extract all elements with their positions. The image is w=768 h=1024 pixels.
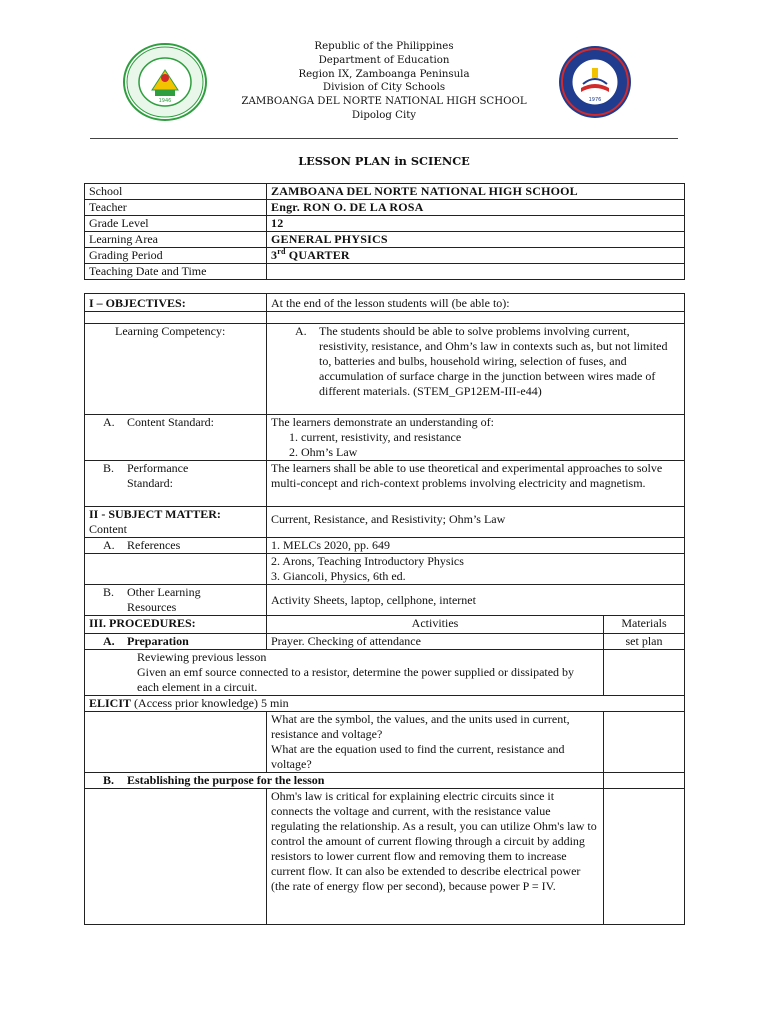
info-row [85,200,685,216]
info-value: 12 [267,216,685,232]
letterhead-line: Republic of the Philippines [314,41,454,52]
purpose-text-row [85,789,685,925]
info-table [84,183,685,280]
list-item: 2. Ohm’s Law [301,445,680,460]
letterhead [0,40,768,123]
other-resources-row [85,585,685,616]
quarter-suffix: rd [277,247,286,256]
purpose-label: Establishing the purpose for the lesson [127,773,325,787]
elicit-rest: (Access prior knowledge) 5 min [131,696,289,710]
preparation-label: Preparation [127,634,189,648]
reference-1: 1. MELCs 2020, pp. 649 [267,538,685,554]
review-text: Given an emf source connected to a resistor, determine the power supplied or dissipated by each element in a circuit. [137,665,575,694]
learning-competency-text: The students should be able to solve problems involving current, resistivity, resistance, and Ohm’s law in contexts such as, but not limited to, batteries and bulbs, household wiring, selection of fuses, and accumulation of surface charge in the junction between wires made of different materials. (STEM_GP12EM-III-e44) [319,324,668,398]
letterhead-line: ZAMBOANGA DEL NORTE NATIONAL HIGH SCHOOL [241,96,527,108]
quarter-number: 3 [271,248,278,262]
preparation-activity: Prayer. Checking of attendance [267,634,604,650]
ps-letter: B. [103,461,115,475]
info-row [85,232,685,248]
quarter-word: QUARTER [285,248,350,262]
info-row [85,248,685,264]
subject-matter-label: II - SUBJECT MATTER: [89,507,221,521]
elicit-question-1: What are the symbol, the values, and the units used in current, resistance and voltage? [271,712,570,741]
materials-header: Materials [604,616,685,634]
objectives-intro: At the end of the lesson students will (be able to): [267,294,685,312]
info-row [85,216,685,232]
other-resources-label: Other Learning Resources [127,585,201,614]
elicit-question-2: What are the equation used to find the current, resistance and voltage? [271,742,565,771]
elicit-label: ELICIT [89,696,132,710]
info-label: Grading Period [85,248,267,264]
elicit-questions-row [85,712,685,773]
learning-competency-row [85,324,685,415]
reference-2: 2. Arons, Teaching Introductory Physics [271,554,464,568]
subject-matter-row [85,507,685,538]
info-value [267,248,685,264]
references-row [85,538,685,554]
review-row [85,650,685,696]
cs-letter: A. [103,415,115,429]
info-value [267,264,685,280]
references-label: References [127,538,181,552]
preparation-row [85,634,685,650]
letterhead-line: Dipolog City [351,109,417,121]
letterhead-line: Division of City Schools [322,82,446,94]
elicit-row [85,696,685,712]
info-value: Engr. RON O. DE LA ROSA [267,200,685,216]
subject-matter-sub: Content [89,522,127,536]
purpose-row [85,773,685,789]
info-value: GENERAL PHYSICS [267,232,685,248]
header-divider [90,138,678,139]
procedures-header-row [85,616,685,634]
content-standard-intro: The learners demonstrate an understanding of: [271,415,494,429]
info-value: ZAMBOANA DEL NORTE NATIONAL HIGH SCHOOL [267,184,685,200]
content-standard-label: Content Standard: [127,415,214,429]
letterhead-line: Department of Education [318,54,450,66]
info-label: School [85,184,267,200]
lesson-plan-table [84,293,685,925]
deped-seal-year: 1976 [588,97,602,103]
info-label: Teacher [85,200,267,216]
letterhead-line: Region IX, Zamboanga Peninsula [298,68,470,80]
info-label: Teaching Date and Time [85,264,267,280]
purpose-letter: B. [103,773,115,787]
prep-letter: A. [103,634,115,648]
olr-letter: B. [103,585,115,599]
subject-matter-text: Current, Resistance, and Resistivity; Ohm’s Law [267,507,685,538]
performance-standard-row [85,461,685,507]
review-title: Reviewing previous lesson [137,650,267,664]
preparation-material: set plan [604,634,685,650]
performance-standard-text: The learners shall be able to use theoretical and experimental approaches to solve multi-concept and rich-context problems involving electricity and magnetism. [267,461,685,507]
info-label: Learning Area [85,232,267,248]
content-standard-list [271,430,680,460]
list-item: 1. current, resistivity, and resistance [301,430,680,445]
procedures-label: III. PROCEDURES: [85,616,267,634]
document-title: LESSON PLAN in SCIENCE [298,154,470,168]
objectives-label: I – OBJECTIVES: [85,294,267,312]
school-seal-year: 1946 [158,98,172,104]
info-row [85,264,685,280]
ref-letter: A. [103,538,115,552]
info-row [85,184,685,200]
reference-3: 3. Giancoli, Physics, 6th ed. [271,569,406,583]
info-label: Grade Level [85,216,267,232]
performance-standard-label: Performance Standard: [127,461,189,490]
spacer-row [85,312,685,324]
references-row-2 [85,554,685,585]
activities-header: Activities [267,616,604,634]
purpose-text: Ohm's law is critical for explaining electric circuits since it connects the voltage and current, with the resistance value regulating the relationship. As a result, you can utilize Ohm's law to control the amount of current flowing through a circuit by adding resistors to lower current flow and removing them to increase current flow. It can also be extended to describe electrical power (the rate of energy flow per second), because power P = IV. [267,789,604,925]
other-resources-text: Activity Sheets, laptop, cellphone, internet [267,585,685,616]
objectives-row [85,294,685,312]
content-standard-row [85,415,685,461]
lc-letter: A. [295,324,307,338]
learning-competency-label: Learning Competency: [85,324,267,415]
